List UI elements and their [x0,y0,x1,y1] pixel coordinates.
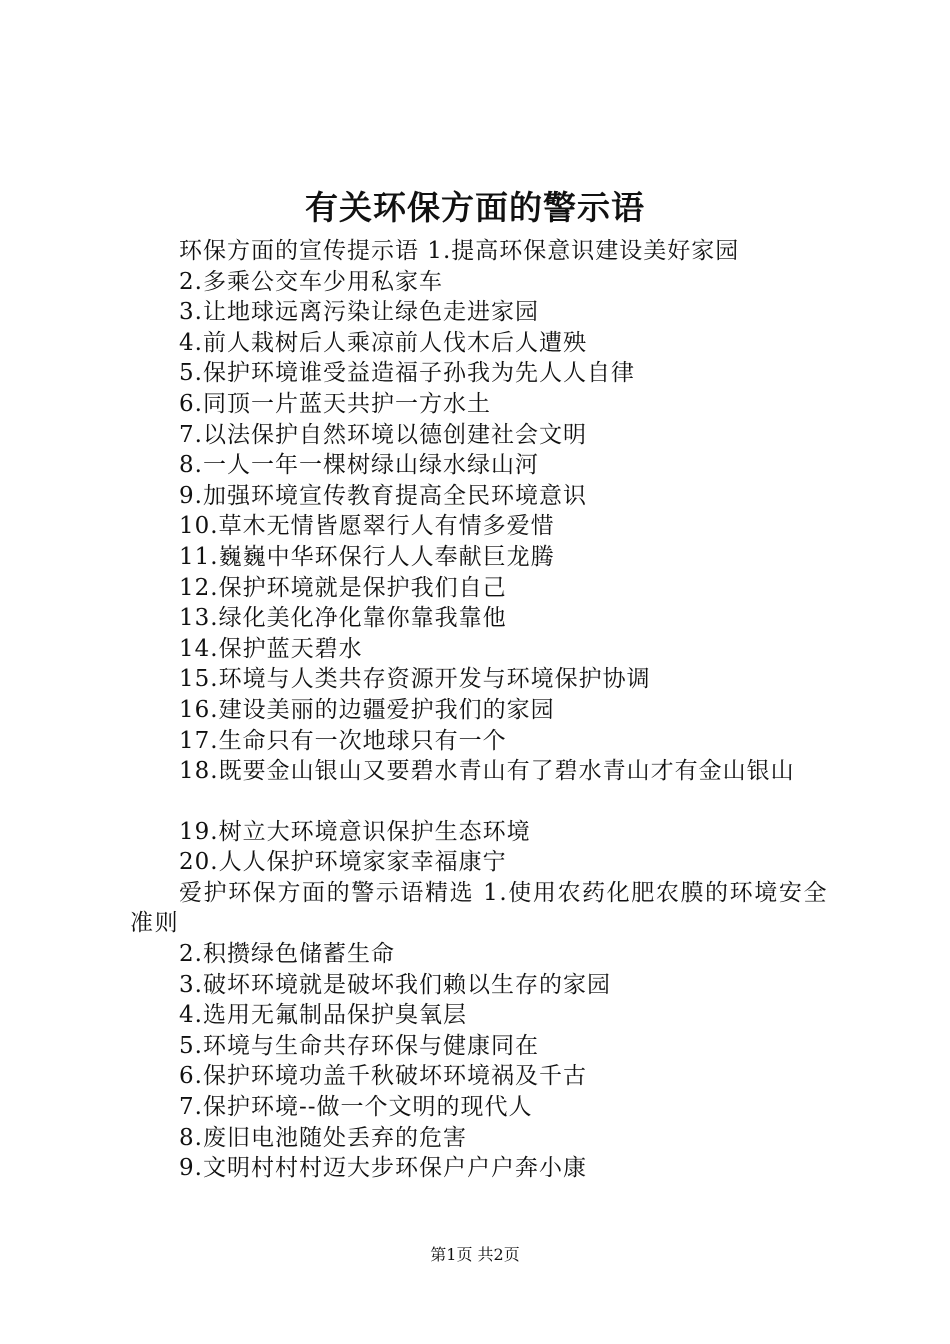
page-title: 有关环保方面的警示语 [305,188,645,227]
list-item: 19.树立大环境意识保护生态环境 [179,818,531,845]
list-item: 17.生命只有一次地球只有一个 [179,727,507,754]
section2-intro: 爱护环保方面的警示语精选 1.使用农药化肥农膜的环境安全准则 [130,879,829,937]
list-item: 8.一人一年一棵树绿山绿水绿山河 [179,452,539,479]
list-item: 9.加强环境宣传教育提高全民环境意识 [179,482,587,509]
list-item: 16.建设美丽的边疆爱护我们的家园 [179,696,555,723]
list-item: 18.既要金山银山又要碧水青山有了碧水青山才有金山银山 [179,758,795,785]
paragraph-gap [130,787,840,817]
list-item: 5.保护环境谁受益造福子孙我为先人人自律 [179,360,635,387]
list-item: 3.让地球远离污染让绿色走进家园 [179,299,539,326]
list-item: 12.保护环境就是保护我们自己 [179,574,507,601]
list-item: 8.废旧电池随处丢弃的危害 [179,1124,467,1151]
list-item: 10.草木无情皆愿翠行人有情多爱惜 [179,513,555,540]
list-item: 2.多乘公交车少用私家车 [179,268,443,295]
list-item: 20.人人保护环境家家幸福康宁 [179,849,507,876]
list-item: 13.绿化美化净化靠你靠我靠他 [179,605,507,632]
page-footer: 第1页 共2页 [430,1245,520,1264]
list-item: 14.保护蓝天碧水 [179,635,363,662]
list-item: 6.保护环境功盖千秋破坏环境祸及千古 [179,1063,587,1090]
list-item: 6.同顶一片蓝天共护一方水土 [179,390,491,417]
list-item: 5.环境与生命共存环保与健康同在 [179,1032,539,1059]
list-item: 7.以法保护自然环境以德创建社会文明 [179,421,587,448]
document-body [130,236,840,1184]
list-item: 15.环境与人类共存资源开发与环境保护协调 [179,666,651,693]
list-item: 2.积攒绿色储蓄生命 [179,941,395,968]
list-item: 4.前人栽树后人乘凉前人伐木后人遭殃 [179,329,587,356]
list-item: 11.巍巍中华环保行人人奉献巨龙腾 [179,543,555,570]
list-item: 9.文明村村村迈大步环保户户户奔小康 [179,1155,587,1182]
list-item: 7.保护环境--做一个文明的现代人 [179,1094,533,1121]
list-item: 4.选用无氟制品保护臭氧层 [179,1002,467,1029]
list-item: 3.破坏环境就是破坏我们赖以生存的家园 [179,971,611,998]
section1-intro: 环保方面的宣传提示语 1.提高环保意识建设美好家园 [179,238,740,264]
